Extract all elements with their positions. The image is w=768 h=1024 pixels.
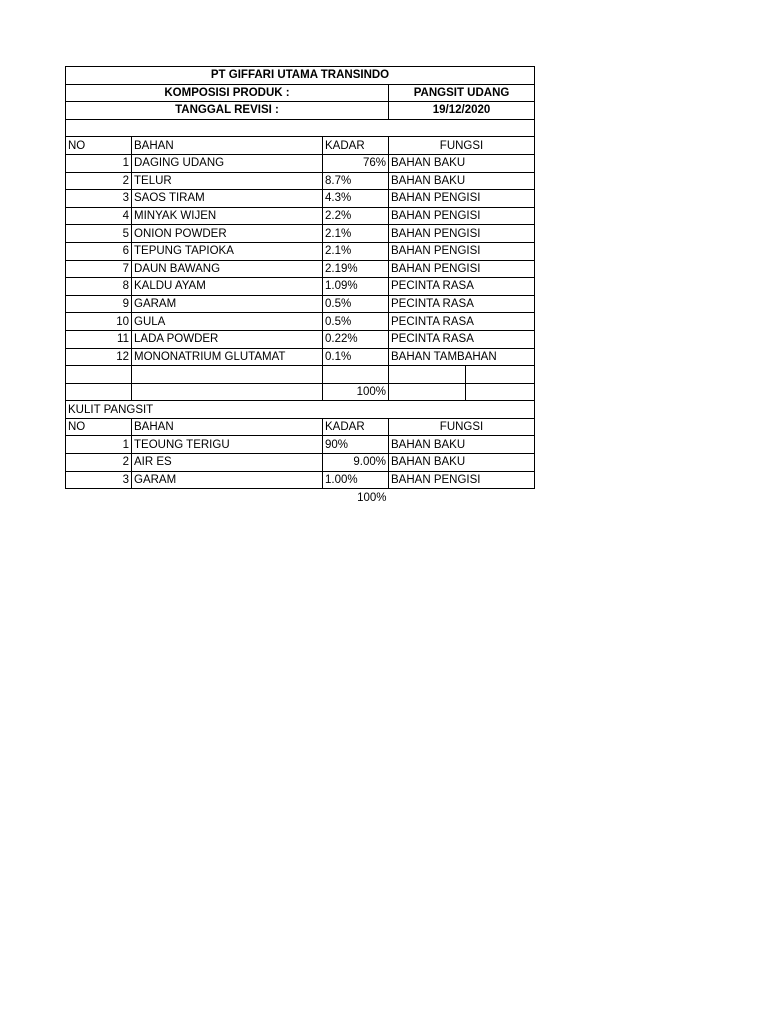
cell-fungsi: BAHAN PENGISI	[389, 260, 535, 278]
cell-kadar: 76%	[323, 154, 389, 172]
cell-fungsi: BAHAN PENGISI	[389, 190, 535, 208]
tanggal-value: 19/12/2020	[389, 102, 535, 120]
cell-kadar: 0.22%	[323, 330, 389, 348]
cell-bahan: TEPUNG TAPIOKA	[132, 242, 323, 260]
table-row	[66, 278, 535, 296]
cell-fungsi: BAHAN BAKU	[389, 172, 535, 190]
cell-bahan: GARAM	[132, 295, 323, 313]
column-header-kadar: KADAR	[323, 137, 389, 155]
cell-fungsi: BAHAN PENGISI	[389, 242, 535, 260]
kulit-total: 100%	[357, 491, 387, 504]
cell-bahan: SAOS TIRAM	[132, 190, 323, 208]
cell-bahan: DAUN BAWANG	[132, 260, 323, 278]
cell-no: 3	[66, 471, 132, 489]
cell-no: 9	[66, 295, 132, 313]
table-row	[66, 207, 535, 225]
empty-row	[66, 366, 535, 384]
cell-bahan: KALDU AYAM	[132, 278, 323, 296]
cell-no: 7	[66, 260, 132, 278]
table-row	[66, 295, 535, 313]
cell-kadar: 2.19%	[323, 260, 389, 278]
cell-fungsi: PECINTA RASA	[389, 295, 535, 313]
cell-no: 1	[66, 436, 132, 454]
cell-no: 2	[66, 454, 132, 472]
column-header-bahan: BAHAN	[132, 137, 323, 155]
header-komposisi-row	[66, 84, 535, 102]
cell-kadar: 2.1%	[323, 225, 389, 243]
cell-bahan: AIR ES	[132, 454, 323, 472]
cell-no: 3	[66, 190, 132, 208]
table-row	[66, 436, 535, 454]
cell-kadar: 4.3%	[323, 190, 389, 208]
composition-table	[65, 66, 535, 506]
cell-no: 2	[66, 172, 132, 190]
cell-fungsi: PECINTA RASA	[389, 278, 535, 296]
komposisi-value: PANGSIT UDANG	[389, 84, 535, 102]
filling-total: 100%	[323, 383, 389, 401]
header-tanggal-row	[66, 102, 535, 120]
cell-fungsi: BAHAN PENGISI	[389, 225, 535, 243]
cell-kadar: 1.00%	[323, 471, 389, 489]
cell-kadar: 0.5%	[323, 313, 389, 331]
cell-kadar: 8.7%	[323, 172, 389, 190]
cell-bahan: MINYAK WIJEN	[132, 207, 323, 225]
kulit-section-row	[66, 401, 535, 419]
cell-no: 12	[66, 348, 132, 366]
cell-no: 5	[66, 225, 132, 243]
table-row	[66, 242, 535, 260]
cell-bahan: GULA	[132, 313, 323, 331]
cell-fungsi: BAHAN PENGISI	[389, 207, 535, 225]
column-header-no: NO	[66, 137, 132, 155]
cell-fungsi: BAHAN BAKU	[389, 436, 535, 454]
cell-no: 10	[66, 313, 132, 331]
tanggal-label: TANGGAL REVISI :	[66, 102, 389, 120]
cell-fungsi: PECINTA RASA	[389, 313, 535, 331]
cell-no: 4	[66, 207, 132, 225]
column-header-no: NO	[66, 418, 132, 436]
company-name: PT GIFFARI UTAMA TRANSINDO	[66, 67, 535, 85]
column-header-fungsi: FUNGSI	[389, 418, 535, 436]
table-row	[66, 225, 535, 243]
cell-bahan: ONION POWDER	[132, 225, 323, 243]
cell-bahan: TELUR	[132, 172, 323, 190]
table-row	[66, 154, 535, 172]
kulit-column-header-row	[66, 418, 535, 436]
cell-kadar: 2.1%	[323, 242, 389, 260]
table-row	[66, 348, 535, 366]
cell-bahan: DAGING UDANG	[132, 154, 323, 172]
column-header-kadar: KADAR	[323, 418, 389, 436]
spreadsheet-sheet	[65, 66, 535, 506]
cell-kadar: 2.2%	[323, 207, 389, 225]
table-row	[66, 330, 535, 348]
cell-bahan: GARAM	[132, 471, 323, 489]
header-company-row	[66, 67, 535, 85]
cell-bahan: MONONATRIUM GLUTAMAT	[132, 348, 323, 366]
table-row	[66, 172, 535, 190]
spacer-row	[66, 119, 535, 137]
cell-kadar: 1.09%	[323, 278, 389, 296]
table-row	[66, 190, 535, 208]
kulit-section-label: KULIT PANGSIT	[66, 401, 535, 419]
table-row	[66, 313, 535, 331]
cell-kadar: 0.1%	[323, 348, 389, 366]
cell-kadar: 0.5%	[323, 295, 389, 313]
cell-kadar: 90%	[323, 436, 389, 454]
cell-fungsi: BAHAN PENGISI	[389, 471, 535, 489]
table-row	[66, 260, 535, 278]
komposisi-label: KOMPOSISI PRODUK :	[66, 84, 389, 102]
cell-fungsi: BAHAN TAMBAHAN	[389, 348, 535, 366]
cell-no: 11	[66, 330, 132, 348]
table-row	[66, 454, 535, 472]
cell-bahan: LADA POWDER	[132, 330, 323, 348]
table-row	[66, 471, 535, 489]
cell-fungsi: PECINTA RASA	[389, 330, 535, 348]
kulit-total-row	[66, 489, 535, 506]
cell-bahan: TEOUNG TERIGU	[132, 436, 323, 454]
cell-fungsi: BAHAN BAKU	[389, 454, 535, 472]
cell-no: 6	[66, 242, 132, 260]
column-header-fungsi: FUNGSI	[389, 137, 535, 155]
filling-total-row	[66, 383, 535, 401]
cell-kadar: 9.00%	[323, 454, 389, 472]
filling-column-header-row	[66, 137, 535, 155]
cell-no: 8	[66, 278, 132, 296]
cell-fungsi: BAHAN BAKU	[389, 154, 535, 172]
column-header-bahan: BAHAN	[132, 418, 323, 436]
cell-no: 1	[66, 154, 132, 172]
